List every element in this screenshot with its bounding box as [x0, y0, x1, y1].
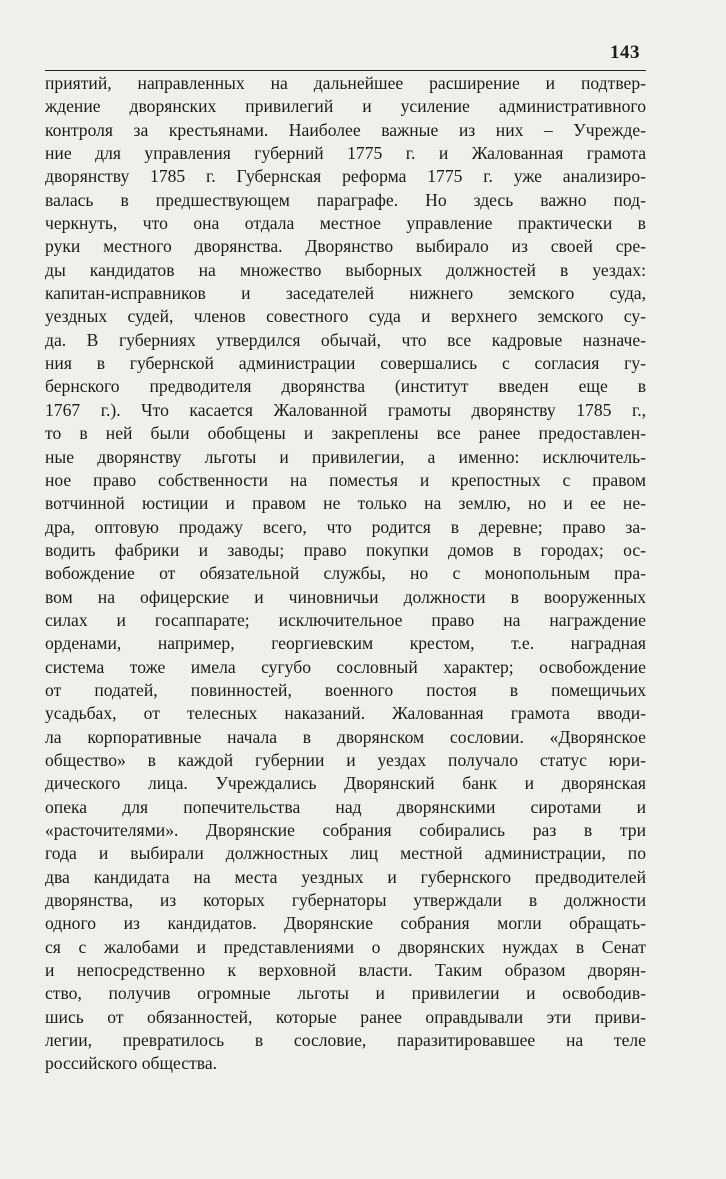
text-line: водить фабрики и заводы; право покупки домов в городах; ос-	[45, 539, 646, 560]
text-line: система тоже имела сугубо сословный характер; освобождение	[45, 656, 646, 677]
text-line: контроля за крестьянами. Наиболее важные из них – Учрежде-	[45, 119, 646, 140]
text-line: ся с жалобами и представлениями о дворянских нуждах в Сенат	[45, 936, 646, 957]
text-line: шись от обязанностей, которые ранее оправдывали эти приви-	[45, 1006, 646, 1027]
text-line: дворянству 1785 г. Губернская реформа 1775 г. уже анализиро-	[45, 166, 646, 187]
text-line: ла корпоративные начала в дворянском сословии. «Дворянское	[45, 726, 646, 747]
text-line: опека для попечительства над дворянскими сиротами и	[45, 796, 646, 817]
text-line: приятий, направленных на дальнейшее расширение и подтвер-	[45, 73, 646, 93]
text-line: ды кандидатов на множество выборных должностей в уездах:	[45, 259, 646, 280]
text-line: силах и госаппарате; исключительное право на награждение	[45, 609, 646, 630]
text-line: и непосредственно к верховной власти. Таким образом дворян-	[45, 960, 646, 981]
text-line: ные дворянству льготы и привилегии, а именно: исключитель-	[45, 446, 646, 467]
text-line: дического лица. Учреждались Дворянский банк и дворянская	[45, 773, 646, 794]
text-line: уездных судей, членов совестного суда и верхнего земского су-	[45, 306, 646, 327]
text-line: ждение дворянских привилегий и усиление административного	[45, 96, 646, 117]
text-line: руки местного дворянства. Дворянство выбирало из своей сре-	[45, 236, 646, 257]
text-line: вотчинной юстиции и правом не только на землю, но и ее не-	[45, 493, 646, 514]
text-line: российского общества.	[45, 1053, 218, 1074]
text-line: да. В губерниях утвердился обычай, что все кадровые назначе-	[45, 329, 646, 350]
text-line: «расточителями». Дворянские собрания собирались раз в три	[45, 820, 646, 840]
text-line: одного из кандидатов. Дворянские собрания могли обращать-	[45, 913, 646, 934]
text-line: два кандидата на места уездных и губернского предводителей	[45, 866, 646, 887]
text-line: ния в губернской администрации совершались с согласия гу-	[45, 353, 646, 374]
text-line: общество» в каждой губернии и уездах получало статус юри-	[45, 749, 646, 770]
text-line: валась в предшествующем параграфе. Но здесь важно под-	[45, 189, 646, 210]
header-rule	[45, 70, 646, 71]
text-line: черкнуть, что она отдала местное управление практически в	[45, 213, 646, 234]
text-line: усадьбах, от телесных наказаний. Жалованная грамота вводи-	[45, 703, 646, 724]
text-line: бернского предводителя дворянства (институт введен еще в	[45, 376, 646, 397]
text-line: ное право собственности на поместья и крепостных с правом	[45, 469, 646, 490]
text-line: 1767 г.). Что касается Жалованной грамоты дворянству 1785 г.,	[45, 399, 646, 420]
text-line: орденами, например, георгиевским крестом, т.е. наградная	[45, 633, 646, 654]
text-line: ние для управления губерний 1775 г. и Жалованная грамота	[45, 143, 646, 164]
text-line: то в ней были обобщены и закреплены все ранее предоставлен-	[45, 423, 646, 444]
text-line: капитан-исправников и заседателей нижнего земского суда,	[45, 283, 646, 304]
text-line: вом на офицерские и чиновничьи должности в вооруженных	[45, 586, 646, 607]
text-line: ство, получив огромные льготы и привилегии и освободив-	[45, 983, 646, 1004]
page-number: 143	[610, 42, 640, 63]
text-line: от податей, повинностей, военного постоя в помещичьих	[45, 679, 646, 700]
body-text	[45, 72, 646, 1076]
text-line: вобождение от обязательной службы, но с монопольным пра-	[45, 563, 646, 584]
text-line: года и выбирали должностных лиц местной администрации, по	[45, 843, 646, 864]
text-line: дворянства, из которых губернаторы утверждали в должности	[45, 890, 646, 911]
text-line: легии, превратилось в сословие, паразитировавшее на теле	[45, 1030, 646, 1051]
text-line: дра, оптовую продажу всего, что родится в деревне; право за-	[45, 516, 646, 537]
